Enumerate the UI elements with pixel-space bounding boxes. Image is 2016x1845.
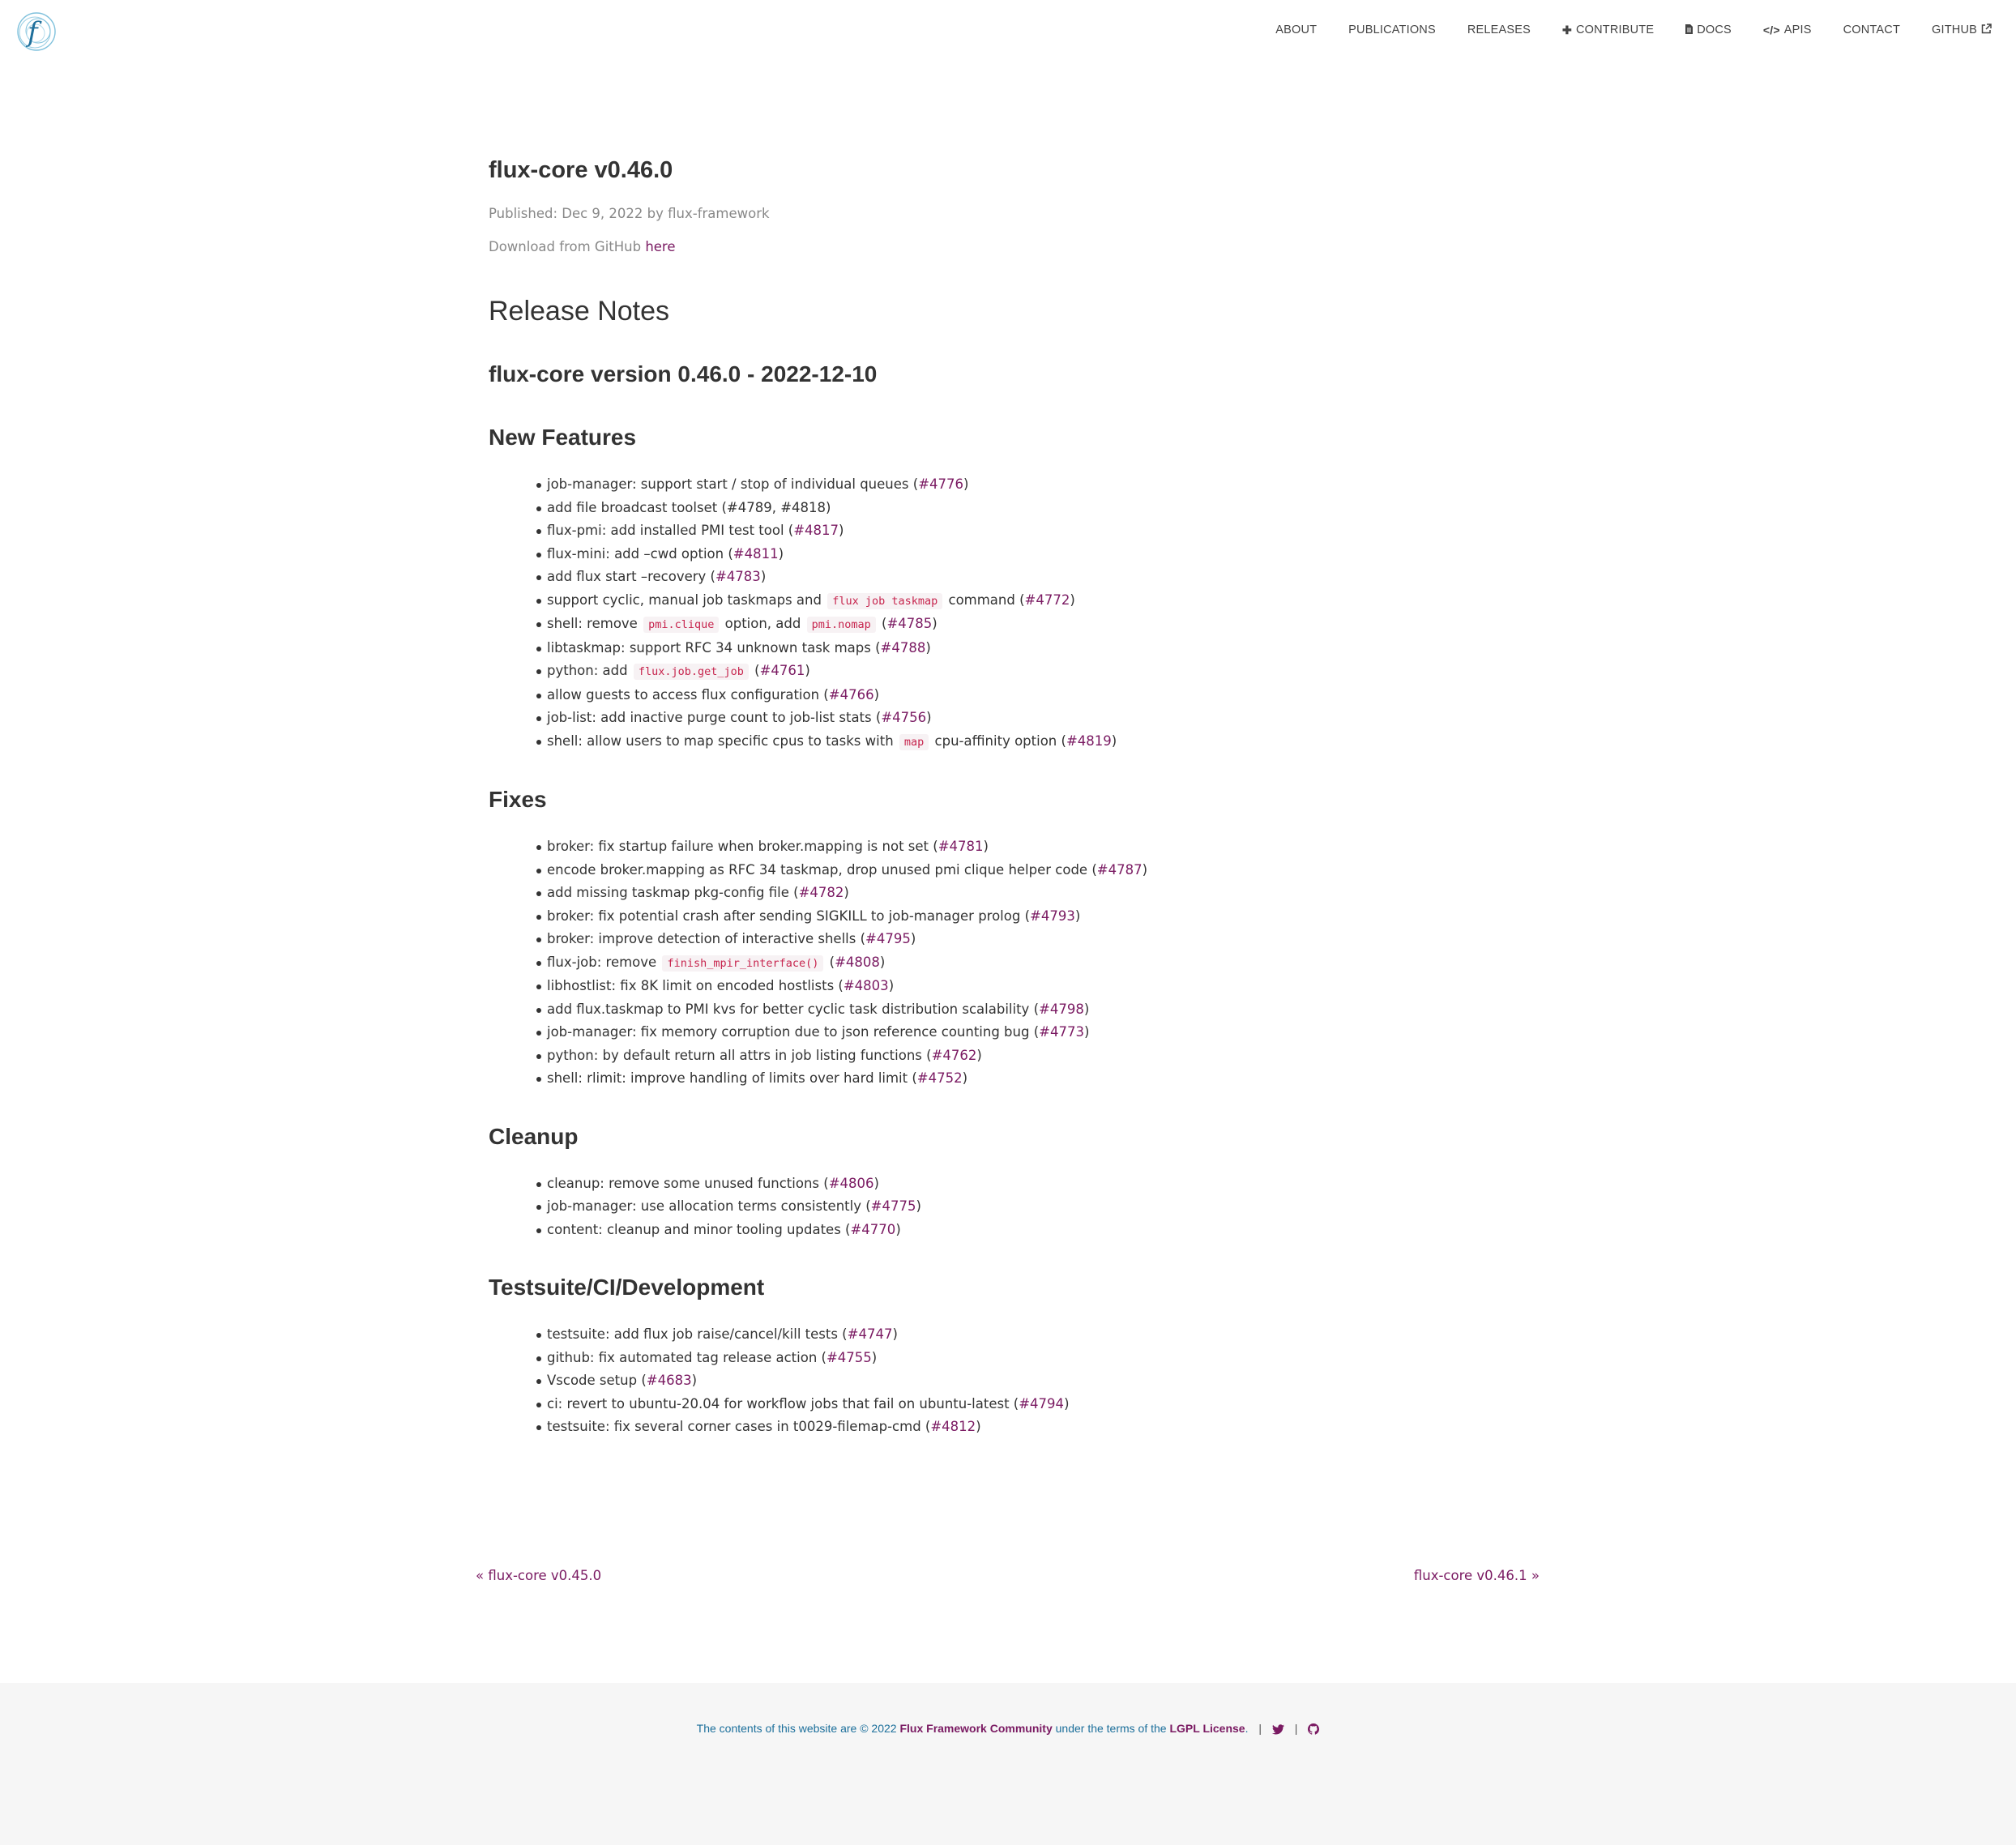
nav-github[interactable]: GITHUB — [1932, 23, 1992, 37]
inline-code: finish_mpir_interface() — [662, 955, 823, 972]
flux-logo-icon[interactable] — [15, 11, 58, 53]
footer — [0, 1683, 2016, 1845]
nav-docs[interactable]: DOCS — [1685, 23, 1732, 36]
inline-code: flux.job.get_job — [634, 664, 749, 680]
download-line: Download from GitHub here — [489, 239, 676, 254]
inline-code: map — [899, 734, 929, 750]
pr-link[interactable]: #4770 — [850, 1221, 896, 1237]
list-item: job-manager: fix memory corruption due to json reference counting bug (#4773) — [547, 1021, 1542, 1044]
list-item: encode broker.mapping as RFC 34 taskmap, drop unused pmi clique helper code (#4787) — [547, 859, 1542, 882]
nav-releases[interactable]: RELEASES — [1467, 23, 1531, 36]
list-item: job-list: add inactive purge count to job-list stats (#4756) — [547, 707, 1542, 730]
pr-link[interactable]: #4772 — [1024, 592, 1070, 608]
list-item: add file broadcast toolset (#4789, #4818) — [547, 497, 1542, 520]
pr-link[interactable]: #4781 — [938, 839, 984, 854]
list-item: add missing taskmap pkg-config file (#4782) — [547, 882, 1542, 905]
pr-link[interactable]: #4819 — [1066, 732, 1112, 749]
list-item: libhostlist: fix 8K limit on encoded hostlists (#4803) — [547, 975, 1542, 998]
list-item: broker: fix potential crash after sending SIGKILL to job-manager prolog (#4793) — [547, 905, 1542, 929]
section-fixes — [489, 783, 1542, 1091]
list-item: broker: fix startup failure when broker.mapping is not set (#4781) — [547, 835, 1542, 859]
pr-link[interactable]: #4817 — [793, 523, 839, 538]
inline-code: pmi.nomap — [807, 617, 876, 633]
list-item: job-manager: use allocation terms consistently (#4775) — [547, 1195, 1542, 1219]
list-item: testsuite: fix several corner cases in t0029-filemap-cmd (#4812) — [547, 1416, 1542, 1439]
pr-link[interactable]: #4762 — [931, 1047, 977, 1063]
pr-link[interactable]: #4794 — [1019, 1395, 1065, 1412]
next-release-link[interactable]: flux-core v0.46.1 » — [1413, 1568, 1540, 1583]
post-title: flux-core v0.46.0 — [489, 157, 673, 183]
pr-link[interactable]: #4798 — [1039, 1001, 1084, 1017]
pr-link[interactable]: #4806 — [828, 1175, 874, 1191]
pr-link[interactable]: #4783 — [715, 569, 761, 584]
list-item: content: cleanup and minor tooling updates (#4770) — [547, 1219, 1542, 1242]
pr-link[interactable]: #4811 — [733, 545, 779, 562]
list-item: cleanup: remove some unused functions (#4806) — [547, 1172, 1542, 1196]
nav-contact[interactable]: CONTACT — [1843, 23, 1901, 36]
pr-link[interactable]: #4793 — [1030, 908, 1075, 924]
pr-link[interactable]: #4787 — [1096, 861, 1143, 878]
list-item: shell: rlimit: improve handling of limits over hard limit (#4752) — [547, 1067, 1542, 1091]
version-heading: flux-core version 0.46.0 - 2022-12-10 — [489, 361, 878, 387]
pr-link[interactable]: #4683 — [646, 1373, 692, 1388]
pr-link[interactable]: #4755 — [826, 1349, 872, 1365]
pr-link[interactable]: #4795 — [865, 931, 911, 946]
section-heading: Testsuite/CI/Development — [489, 1275, 765, 1300]
pr-link[interactable]: #4788 — [880, 639, 926, 656]
prev-release-link[interactable]: « flux-core v0.45.0 — [476, 1568, 602, 1583]
list-item: testsuite: add flux job raise/cancel/kill tests (#4747) — [547, 1323, 1542, 1347]
nav-about[interactable]: ABOUT — [1275, 23, 1318, 36]
list-item: support cyclic, manual job taskmaps and flux job taskmap command (#4772) — [547, 589, 1542, 613]
pr-link[interactable]: #4785 — [886, 616, 933, 631]
pr-link[interactable]: #4775 — [870, 1198, 916, 1214]
list-item: flux-job: remove finish_mpir_interface() (#4808) — [547, 951, 1542, 976]
top-navbar — [0, 0, 2016, 65]
external-link-icon — [1981, 23, 1992, 37]
section-heading: Cleanup — [489, 1123, 579, 1149]
svg-text:f: f — [28, 16, 38, 49]
file-icon — [1685, 23, 1693, 36]
list-item: job-manager: support start / stop of individual queues (#4776) — [547, 473, 1542, 497]
community-link[interactable]: Flux Framework Community — [899, 1722, 1053, 1735]
post-content — [489, 152, 1542, 1439]
github-icon[interactable] — [1308, 1723, 1319, 1737]
license-link[interactable]: LGPL License — [1169, 1722, 1245, 1735]
pr-link[interactable]: #4761 — [759, 663, 805, 678]
pr-link[interactable]: #4752 — [916, 1070, 963, 1086]
list-item: shell: allow users to map specific cpus to tasks with map cpu-affinity option (#4819) — [547, 730, 1542, 754]
pr-link[interactable]: #4808 — [835, 954, 880, 970]
inline-code: flux job taskmap — [827, 593, 942, 609]
nav-apis[interactable]: </> APIS — [1762, 23, 1812, 36]
list-item: add flux start –recovery (#4783) — [547, 566, 1542, 589]
release-notes-heading: Release Notes — [489, 296, 670, 327]
notes-list — [489, 1323, 1542, 1439]
nav-publications[interactable]: PUBLICATIONS — [1348, 23, 1436, 36]
notes-list — [489, 473, 1542, 754]
inline-code: pmi.clique — [643, 617, 719, 633]
pr-link[interactable]: #4773 — [1039, 1024, 1084, 1040]
nav-links — [1244, 0, 1992, 60]
download-here-link[interactable]: here — [645, 239, 676, 254]
plus-icon: ✚ — [1562, 23, 1572, 36]
section-cleanup — [489, 1120, 1542, 1242]
footer-copyright: The contents of this website are © 2022 Flux Framework Community under the terms of the LGPL License. | | — [0, 1722, 2016, 1737]
list-item: github: fix automated tag release action (#4755) — [547, 1347, 1542, 1370]
pr-link[interactable]: #4747 — [847, 1326, 893, 1342]
pr-link[interactable]: #4803 — [843, 978, 889, 993]
list-item: python: add flux.job.get_job (#4761) — [547, 660, 1542, 684]
list-item: libtaskmap: support RFC 34 unknown task maps (#4788) — [547, 637, 1542, 660]
section-testsuite — [489, 1271, 1542, 1439]
section-heading: New Features — [489, 425, 637, 450]
notes-list — [489, 835, 1542, 1091]
pr-link[interactable]: #4812 — [930, 1419, 976, 1434]
footer-separator: | — [1258, 1722, 1262, 1735]
pr-link[interactable]: #4766 — [828, 686, 874, 703]
notes-list — [489, 1172, 1542, 1242]
pr-link[interactable]: #4776 — [918, 476, 964, 492]
pr-link[interactable]: #4756 — [881, 710, 927, 725]
list-item: flux-mini: add –cwd option (#4811) — [547, 543, 1542, 566]
section-new-features — [489, 421, 1542, 754]
list-item: add flux.taskmap to PMI kvs for better cyclic task distribution scalability (#4798) — [547, 998, 1542, 1022]
list-item: shell: remove pmi.clique option, add pmi.nomap (#4785) — [547, 613, 1542, 637]
section-heading: Fixes — [489, 787, 547, 812]
list-item: broker: improve detection of interactive shells (#4795) — [547, 928, 1542, 951]
post-published: Published: Dec 9, 2022 by flux-framework — [489, 206, 770, 221]
twitter-icon[interactable] — [1272, 1724, 1284, 1737]
code-icon: </> — [1762, 23, 1780, 36]
pr-link[interactable]: #4782 — [798, 885, 844, 900]
list-item: flux-pmi: add installed PMI test tool (#4817) — [547, 519, 1542, 543]
list-item: Vscode setup (#4683) — [547, 1369, 1542, 1393]
footer-separator: | — [1294, 1722, 1298, 1735]
list-item: allow guests to access flux configuration (#4766) — [547, 684, 1542, 707]
nav-contribute[interactable]: ✚ CONTRIBUTE — [1562, 23, 1655, 36]
list-item: python: by default return all attrs in job listing functions (#4762) — [547, 1044, 1542, 1068]
list-item: ci: revert to ubuntu-20.04 for workflow jobs that fail on ubuntu-latest (#4794) — [547, 1393, 1542, 1416]
